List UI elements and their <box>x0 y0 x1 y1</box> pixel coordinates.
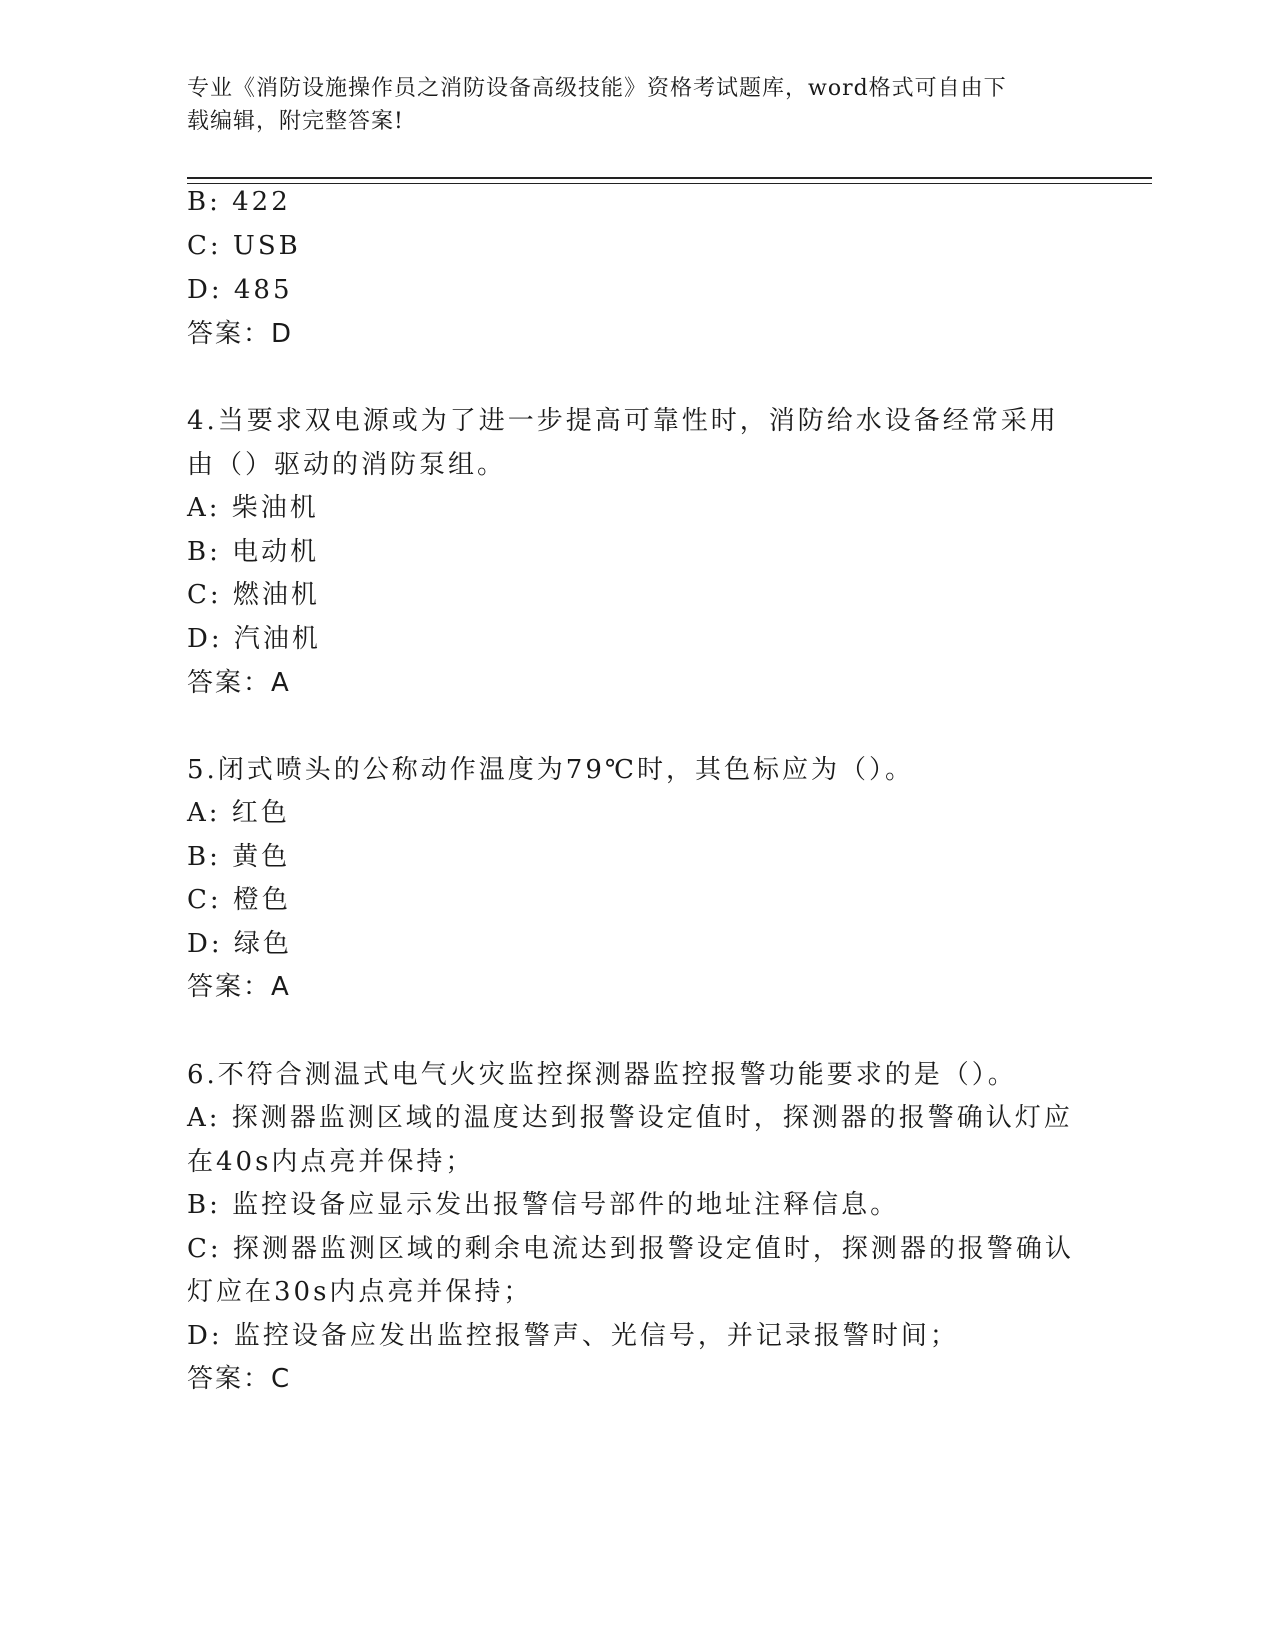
header-line-2: 载编辑，附完整答案! <box>187 109 404 134</box>
q6-stem: 6.不符合测温式电气火灾监控探测器监控报警功能要求的是（）。 <box>187 1060 1017 1090</box>
q4-stem-line-2: 由（）驱动的消防泵组。 <box>187 450 507 480</box>
header-divider-thin <box>187 183 1152 184</box>
q6-option-b: B: 监控设备应显示发出报警信号部件的地址注释信息。 <box>187 1190 900 1220</box>
q4-option-d: D: 汽油机 <box>187 624 321 654</box>
q6-option-d: D: 监控设备应发出监控报警声、光信号，并记录报警时间； <box>187 1321 959 1351</box>
q4-answer: 答案：A <box>187 668 291 698</box>
header-line-1: 专业《消防设施操作员之消防设备高级技能》资格考试题库，word格式可自由下 <box>187 76 1007 101</box>
q6-option-a-line-2: 在40s内点亮并保持； <box>187 1147 475 1177</box>
q4-stem-line-1: 4.当要求双电源或为了进一步提高可靠性时，消防给水设备经常采用 <box>187 406 1059 436</box>
q5-answer: 答案：A <box>187 972 291 1002</box>
header-divider-thick <box>187 177 1152 179</box>
q5-option-c: C: 橙色 <box>187 885 291 915</box>
q5-stem: 5.闭式喷头的公称动作温度为79℃时，其色标应为（）。 <box>187 755 914 785</box>
q6-option-a-line-1: A: 探测器监测区域的温度达到报警设定值时，探测器的报警确认灯应 <box>187 1103 1073 1133</box>
q6-answer: 答案：C <box>187 1364 292 1394</box>
q6-option-c-line-2: 灯应在30s内点亮并保持； <box>187 1277 533 1307</box>
q4-option-a: A: 柴油机 <box>187 493 319 523</box>
q3-option-b: B: 422 <box>187 187 291 217</box>
q3-answer: 答案：D <box>187 319 294 349</box>
document-header <box>187 72 1067 138</box>
q6-option-c-line-1: C: 探测器监测区域的剩余电流达到报警设定值时，探测器的报警确认 <box>187 1234 1074 1264</box>
q4-option-b: B: 电动机 <box>187 537 320 567</box>
q5-option-a: A: 红色 <box>187 798 290 828</box>
q3-option-c: C: USB <box>187 231 301 261</box>
q5-option-b: B: 黄色 <box>187 842 291 872</box>
q5-option-d: D: 绿色 <box>187 929 292 959</box>
q4-option-c: C: 燃油机 <box>187 580 320 610</box>
q3-option-d: D: 485 <box>187 275 293 305</box>
